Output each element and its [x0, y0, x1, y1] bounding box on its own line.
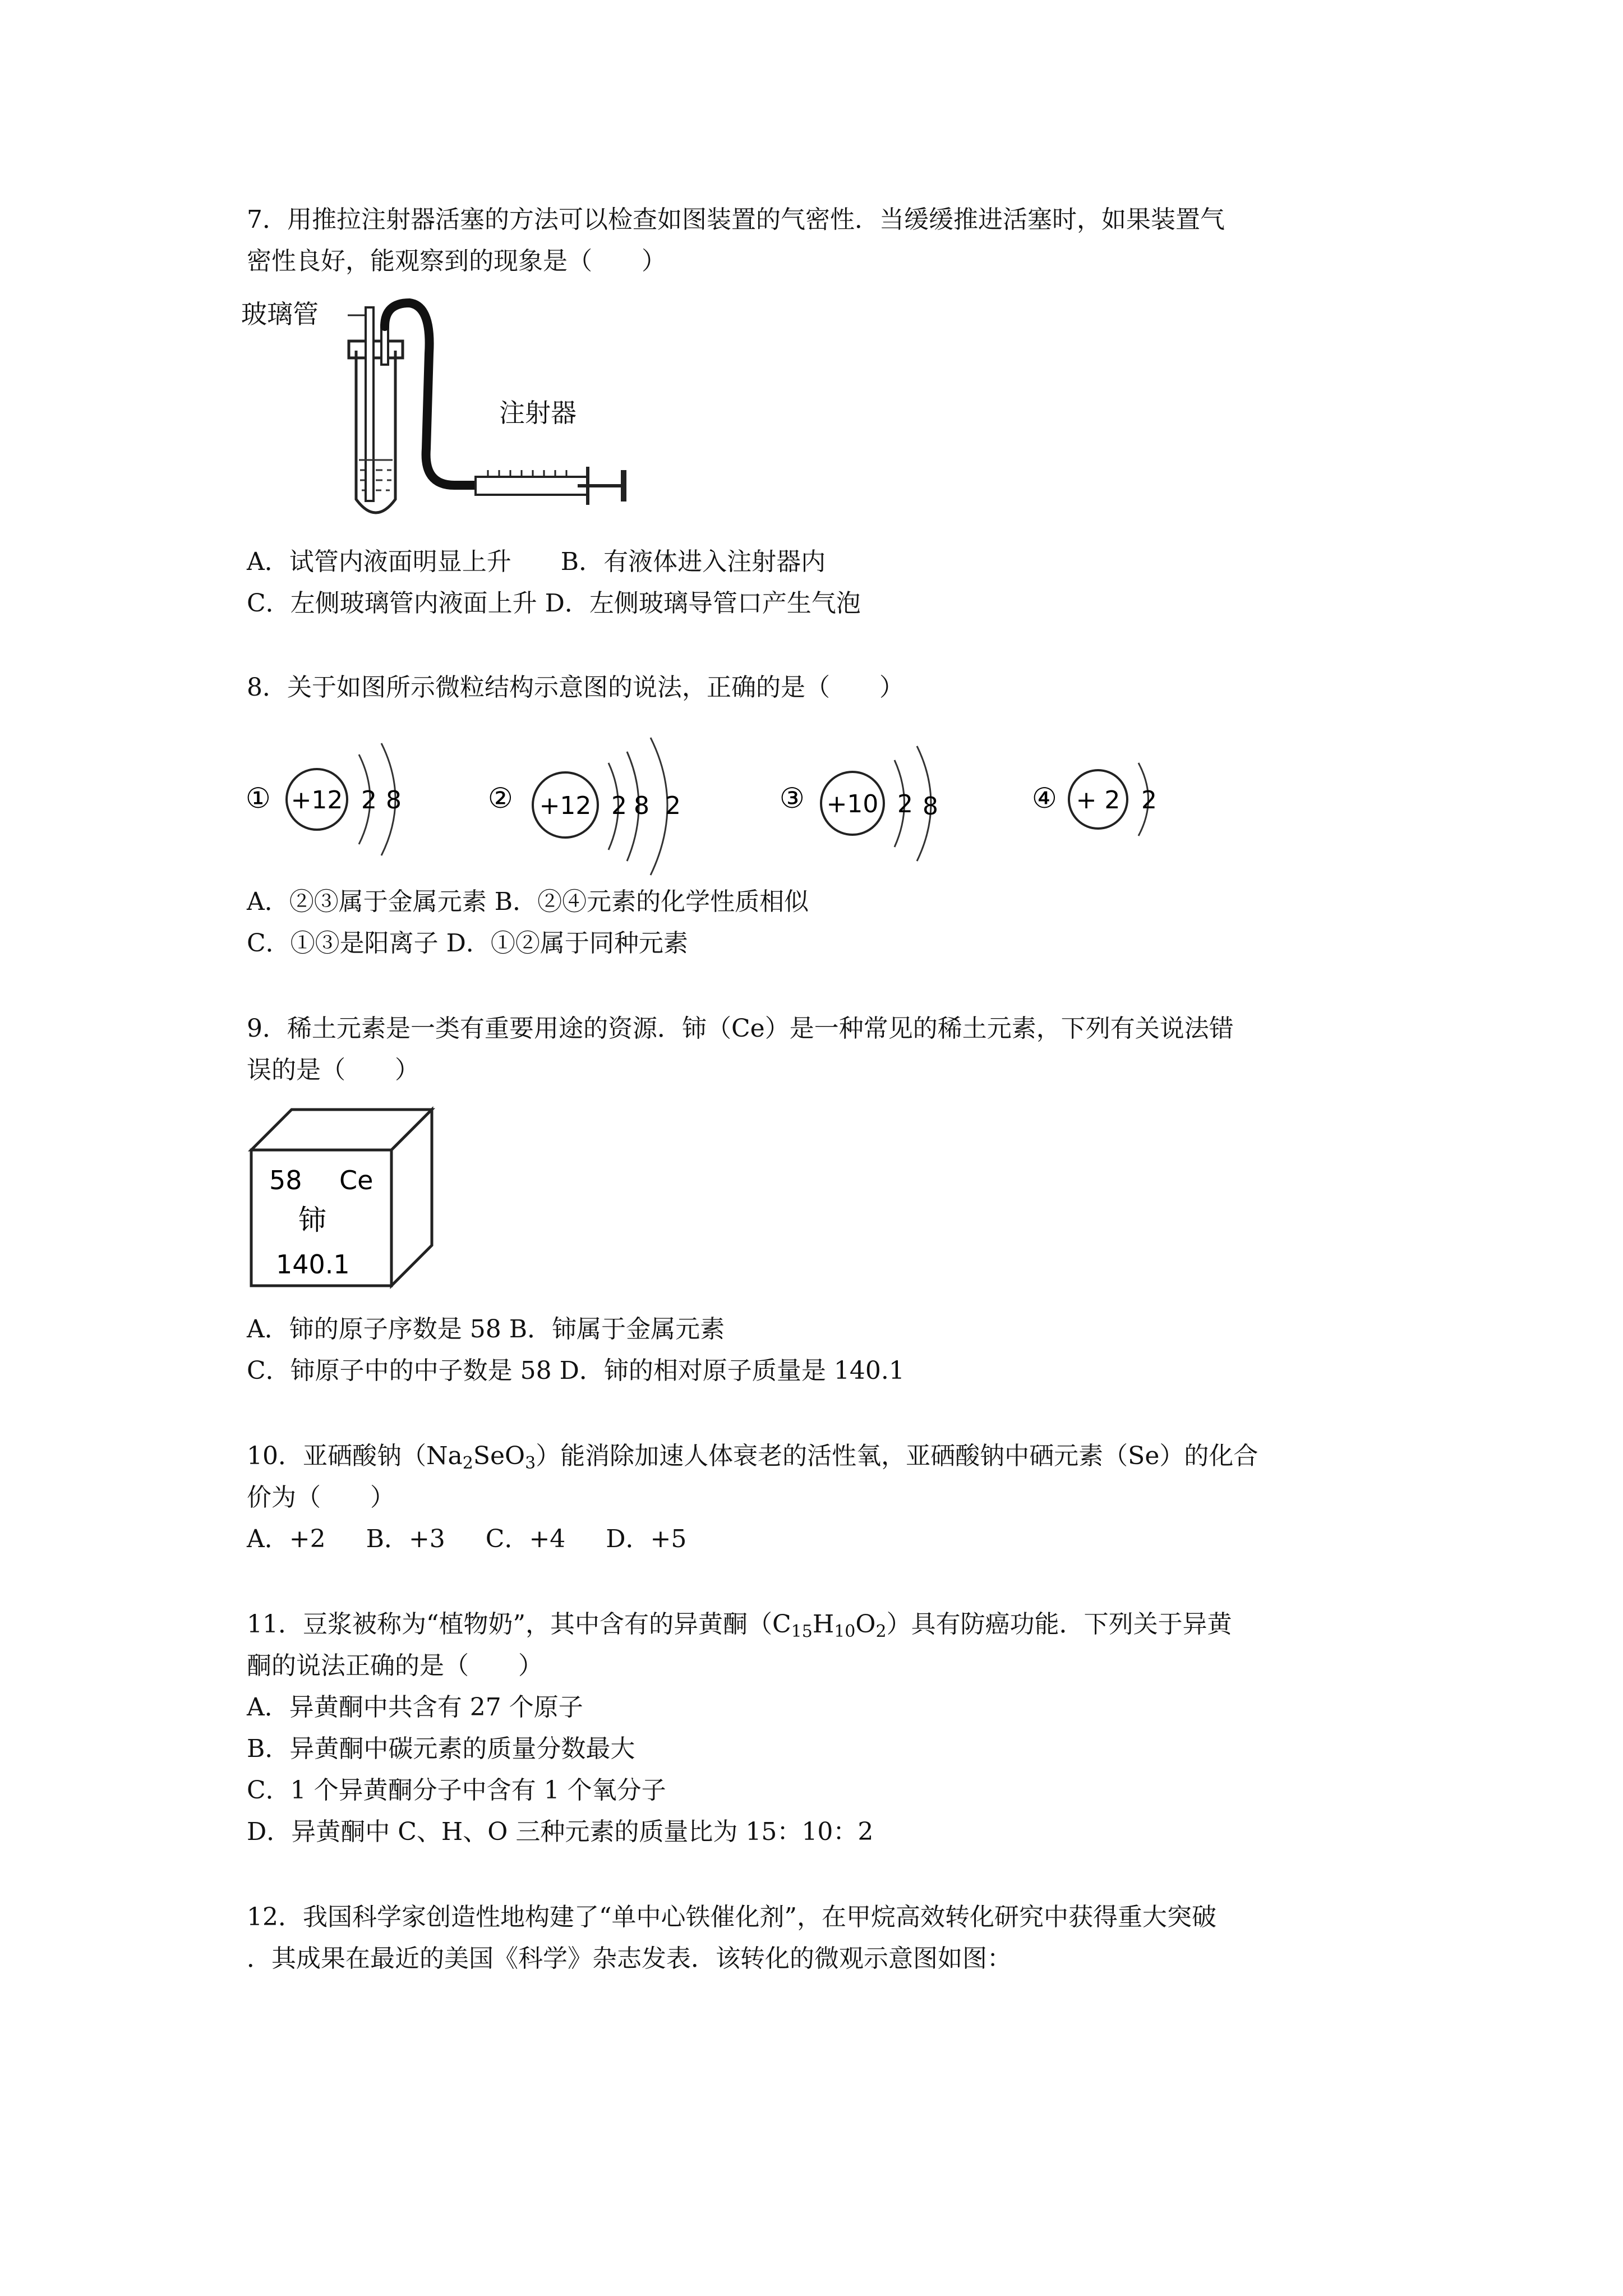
- shell-electrons: 2: [611, 792, 627, 820]
- q10-stem-line-2: 价为（ ）: [247, 1483, 395, 1512]
- q11-stem-line-1: [247, 1608, 1232, 1649]
- q9-options-line-2: C．铈原子中的中子数是 58 D．铈的相对原子质量是 140.1: [247, 1356, 905, 1385]
- q8-options-line-1: A．②③属于金属元素 B．②④元素的化学性质相似: [247, 887, 809, 916]
- q9-stem-line-2: 误的是（ ）: [247, 1056, 419, 1084]
- subscript: 2: [875, 1622, 887, 1641]
- q7-stem-line-2: 密性良好，能观察到的现象是（ ）: [247, 247, 666, 275]
- element-symbol: Ce: [339, 1165, 374, 1195]
- glass-tube: [366, 307, 374, 501]
- shell-electrons: 2: [665, 792, 681, 820]
- outlet-tube: [381, 325, 388, 365]
- q11-stem-text: 11．豆浆被称为“植物奶”，其中含有的异黄酮（C: [247, 1610, 791, 1639]
- nucleus-charge: +12: [539, 792, 592, 820]
- particle-index: ②: [488, 782, 513, 815]
- particle-diagram-2: [488, 738, 681, 875]
- q10-options: A．+2 B．+3 C．+4 D．+5: [247, 1525, 687, 1553]
- nucleus-charge: + 2: [1076, 786, 1121, 815]
- nucleus-charge: +10: [826, 790, 879, 818]
- q8-options-line-2: C．①③是阳离子 D．①②属于同种元素: [247, 929, 688, 958]
- q11-stem-text: ）具有防癌功能．下列关于异黄: [886, 1610, 1232, 1639]
- subscript: 3: [525, 1453, 536, 1473]
- q11-option-a: A．异黄酮中共含有 27 个原子: [247, 1693, 583, 1722]
- particle-index: ①: [246, 782, 271, 815]
- particle-diagram-1: [246, 743, 402, 855]
- cerium-element-card: [247, 1105, 437, 1296]
- shell-electrons: 8: [386, 786, 402, 815]
- q12-stem-line-1: 12．我国科学家创造性地构建了“单中心铁催化剂”，在甲烷高效转化研究中获得重大突破: [247, 1903, 1216, 1931]
- liquid: [359, 460, 393, 490]
- q10-stem-line-1: [247, 1439, 1258, 1480]
- rubber-hose: [385, 303, 477, 485]
- subscript: 2: [462, 1453, 473, 1473]
- subscript: 15: [791, 1622, 813, 1641]
- glass-tube-label: 玻璃管: [241, 299, 319, 329]
- q7-stem-line-1: 7．用推拉注射器活塞的方法可以检查如图装置的气密性．当缓缓推进活塞时，如果装置气: [247, 205, 1225, 234]
- element-name: 铈: [298, 1204, 326, 1236]
- q9-options-line-1: A．铈的原子序数是 58 B．铈属于金属元素: [247, 1315, 725, 1343]
- particle-index: ③: [780, 782, 805, 815]
- q10-stem-text: 10．亚硒酸钠（Na: [247, 1442, 463, 1470]
- shell-electrons: 8: [634, 792, 649, 820]
- shell-electrons: 2: [1141, 786, 1157, 815]
- shell-electrons: 2: [897, 790, 913, 818]
- subscript: 10: [834, 1622, 856, 1641]
- q11-option-d: D．异黄酮中 C、H、O 三种元素的质量比为 15：10：2: [247, 1818, 874, 1846]
- particle-structure-diagrams: [241, 724, 1363, 886]
- shell-electrons: 2: [361, 786, 377, 815]
- syringe-barrel: [476, 477, 588, 495]
- shell-electrons: 8: [923, 792, 938, 821]
- q11-option-c: C．1 个异黄酮分子中含有 1 个氧分子: [247, 1776, 666, 1805]
- formula-text: H: [812, 1610, 834, 1639]
- q12-stem-line-2: ．其成果在最近的美国《科学》杂志发表．该转化的微观示意图如图：: [247, 1944, 1012, 1973]
- particle-diagram-3: [780, 746, 938, 861]
- q11-stem-line-2: 酮的说法正确的是（ ）: [247, 1651, 543, 1680]
- particle-diagram-4: [1032, 763, 1157, 836]
- atomic-number: 58: [269, 1165, 302, 1195]
- atomic-mass: 140.1: [276, 1249, 350, 1280]
- q9-stem-line-1: 9．稀土元素是一类有重要用途的资源．铈（Ce）是一种常见的稀土元素，下列有关说法错: [247, 1014, 1234, 1043]
- q7-options-line-2: C．左侧玻璃管内液面上升 D．左侧玻璃导管口产生气泡: [247, 589, 861, 618]
- q11-option-b: B．异黄酮中碳元素的质量分数最大: [247, 1734, 635, 1763]
- formula-text: SeO: [473, 1442, 525, 1470]
- q7-options-line-1: A．试管内液面明显上升 B．有液体进入注射器内: [247, 547, 826, 576]
- formula-text: O: [855, 1610, 876, 1639]
- particle-index: ④: [1032, 782, 1057, 815]
- q10-stem-text: ）能消除加速人体衰老的活性氧，亚硒酸钠中硒元素（Se）的化合: [536, 1442, 1258, 1470]
- syringe-label: 注射器: [499, 398, 577, 428]
- test-tube: [356, 351, 395, 513]
- q8-stem: 8．关于如图所示微粒结构示意图的说法，正确的是（ ）: [247, 673, 904, 702]
- airtightness-apparatus-figure: [241, 292, 645, 527]
- nucleus-charge: +12: [291, 786, 343, 815]
